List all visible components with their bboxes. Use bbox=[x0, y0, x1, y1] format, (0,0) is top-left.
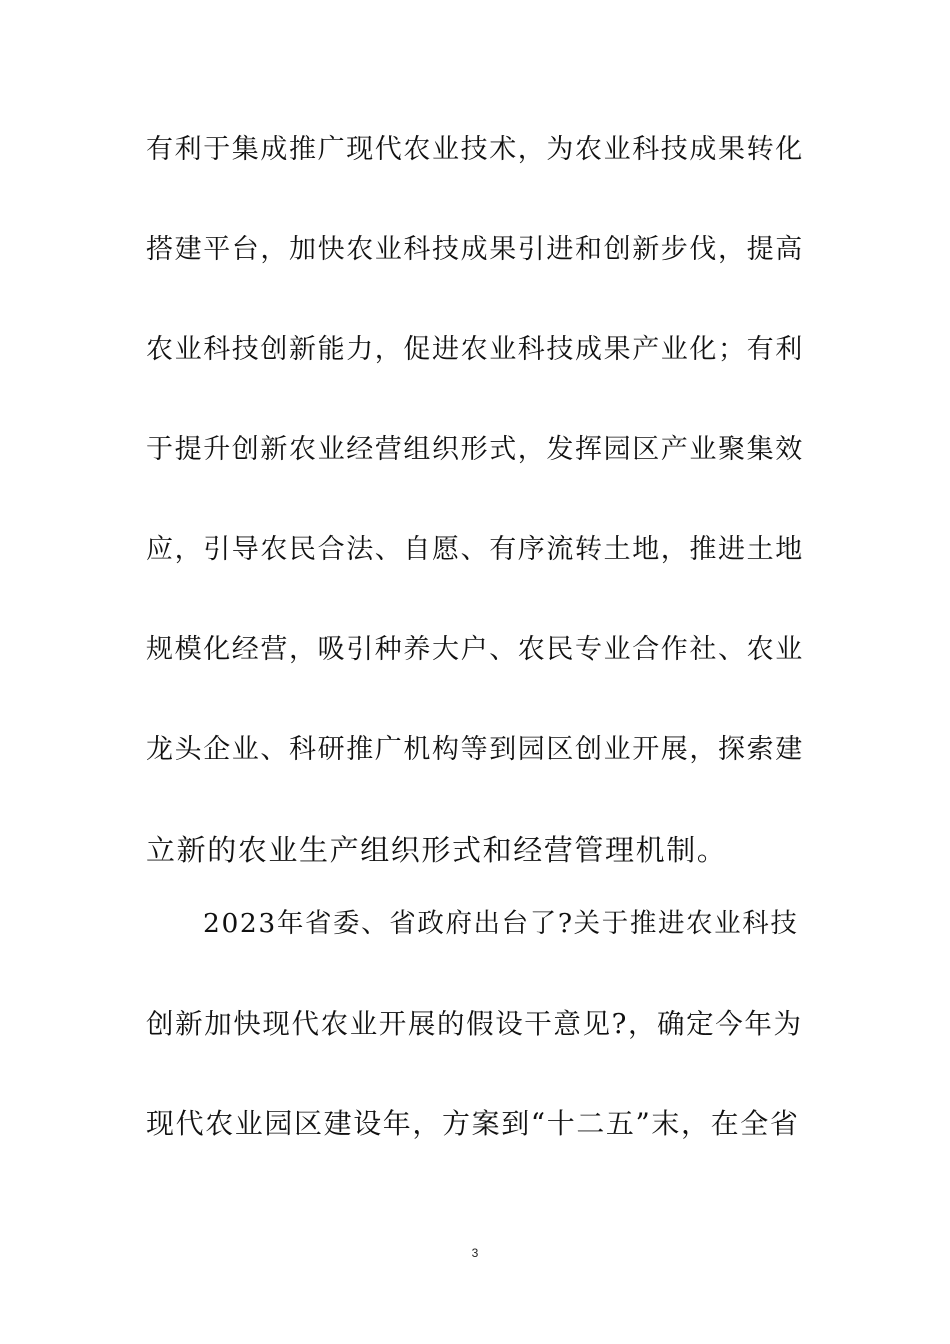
paragraph-line: 立新的农业生产组织形式和经营管理机制。 bbox=[146, 833, 728, 867]
paragraph-line: 龙头企业、科研推广机构等到园区创业开展，探索建 bbox=[146, 734, 804, 765]
paragraph-line: 应，引导农民合法、自愿、有序流转土地，推进土地 bbox=[146, 534, 804, 565]
paragraph-line: 于提升创新农业经营组织形式，发挥园区产业聚集效 bbox=[146, 434, 804, 465]
paragraph-line: 农业科技创新能力，促进农业科技成果产业化；有利 bbox=[146, 334, 804, 365]
paragraph-line: 规模化经营，吸引种养大户、农民专业合作社、农业 bbox=[146, 634, 804, 665]
paragraph-line: 现代农业园区建设年，方案到“十二五”末，在全省 bbox=[146, 1107, 800, 1140]
paragraph-line: 创新加快现代农业开展的假设干意见?，确定今年为 bbox=[146, 1008, 803, 1040]
paragraph-line: 搭建平台，加快农业科技成果引进和创新步伐，提高 bbox=[146, 234, 804, 265]
page-number: 3 bbox=[471, 1246, 479, 1260]
paragraph-line: 2023年省委、省政府出台了?关于推进农业科技 bbox=[203, 908, 799, 939]
paragraph-line: 有利于集成推广现代农业技术，为农业科技成果转化 bbox=[146, 134, 804, 165]
